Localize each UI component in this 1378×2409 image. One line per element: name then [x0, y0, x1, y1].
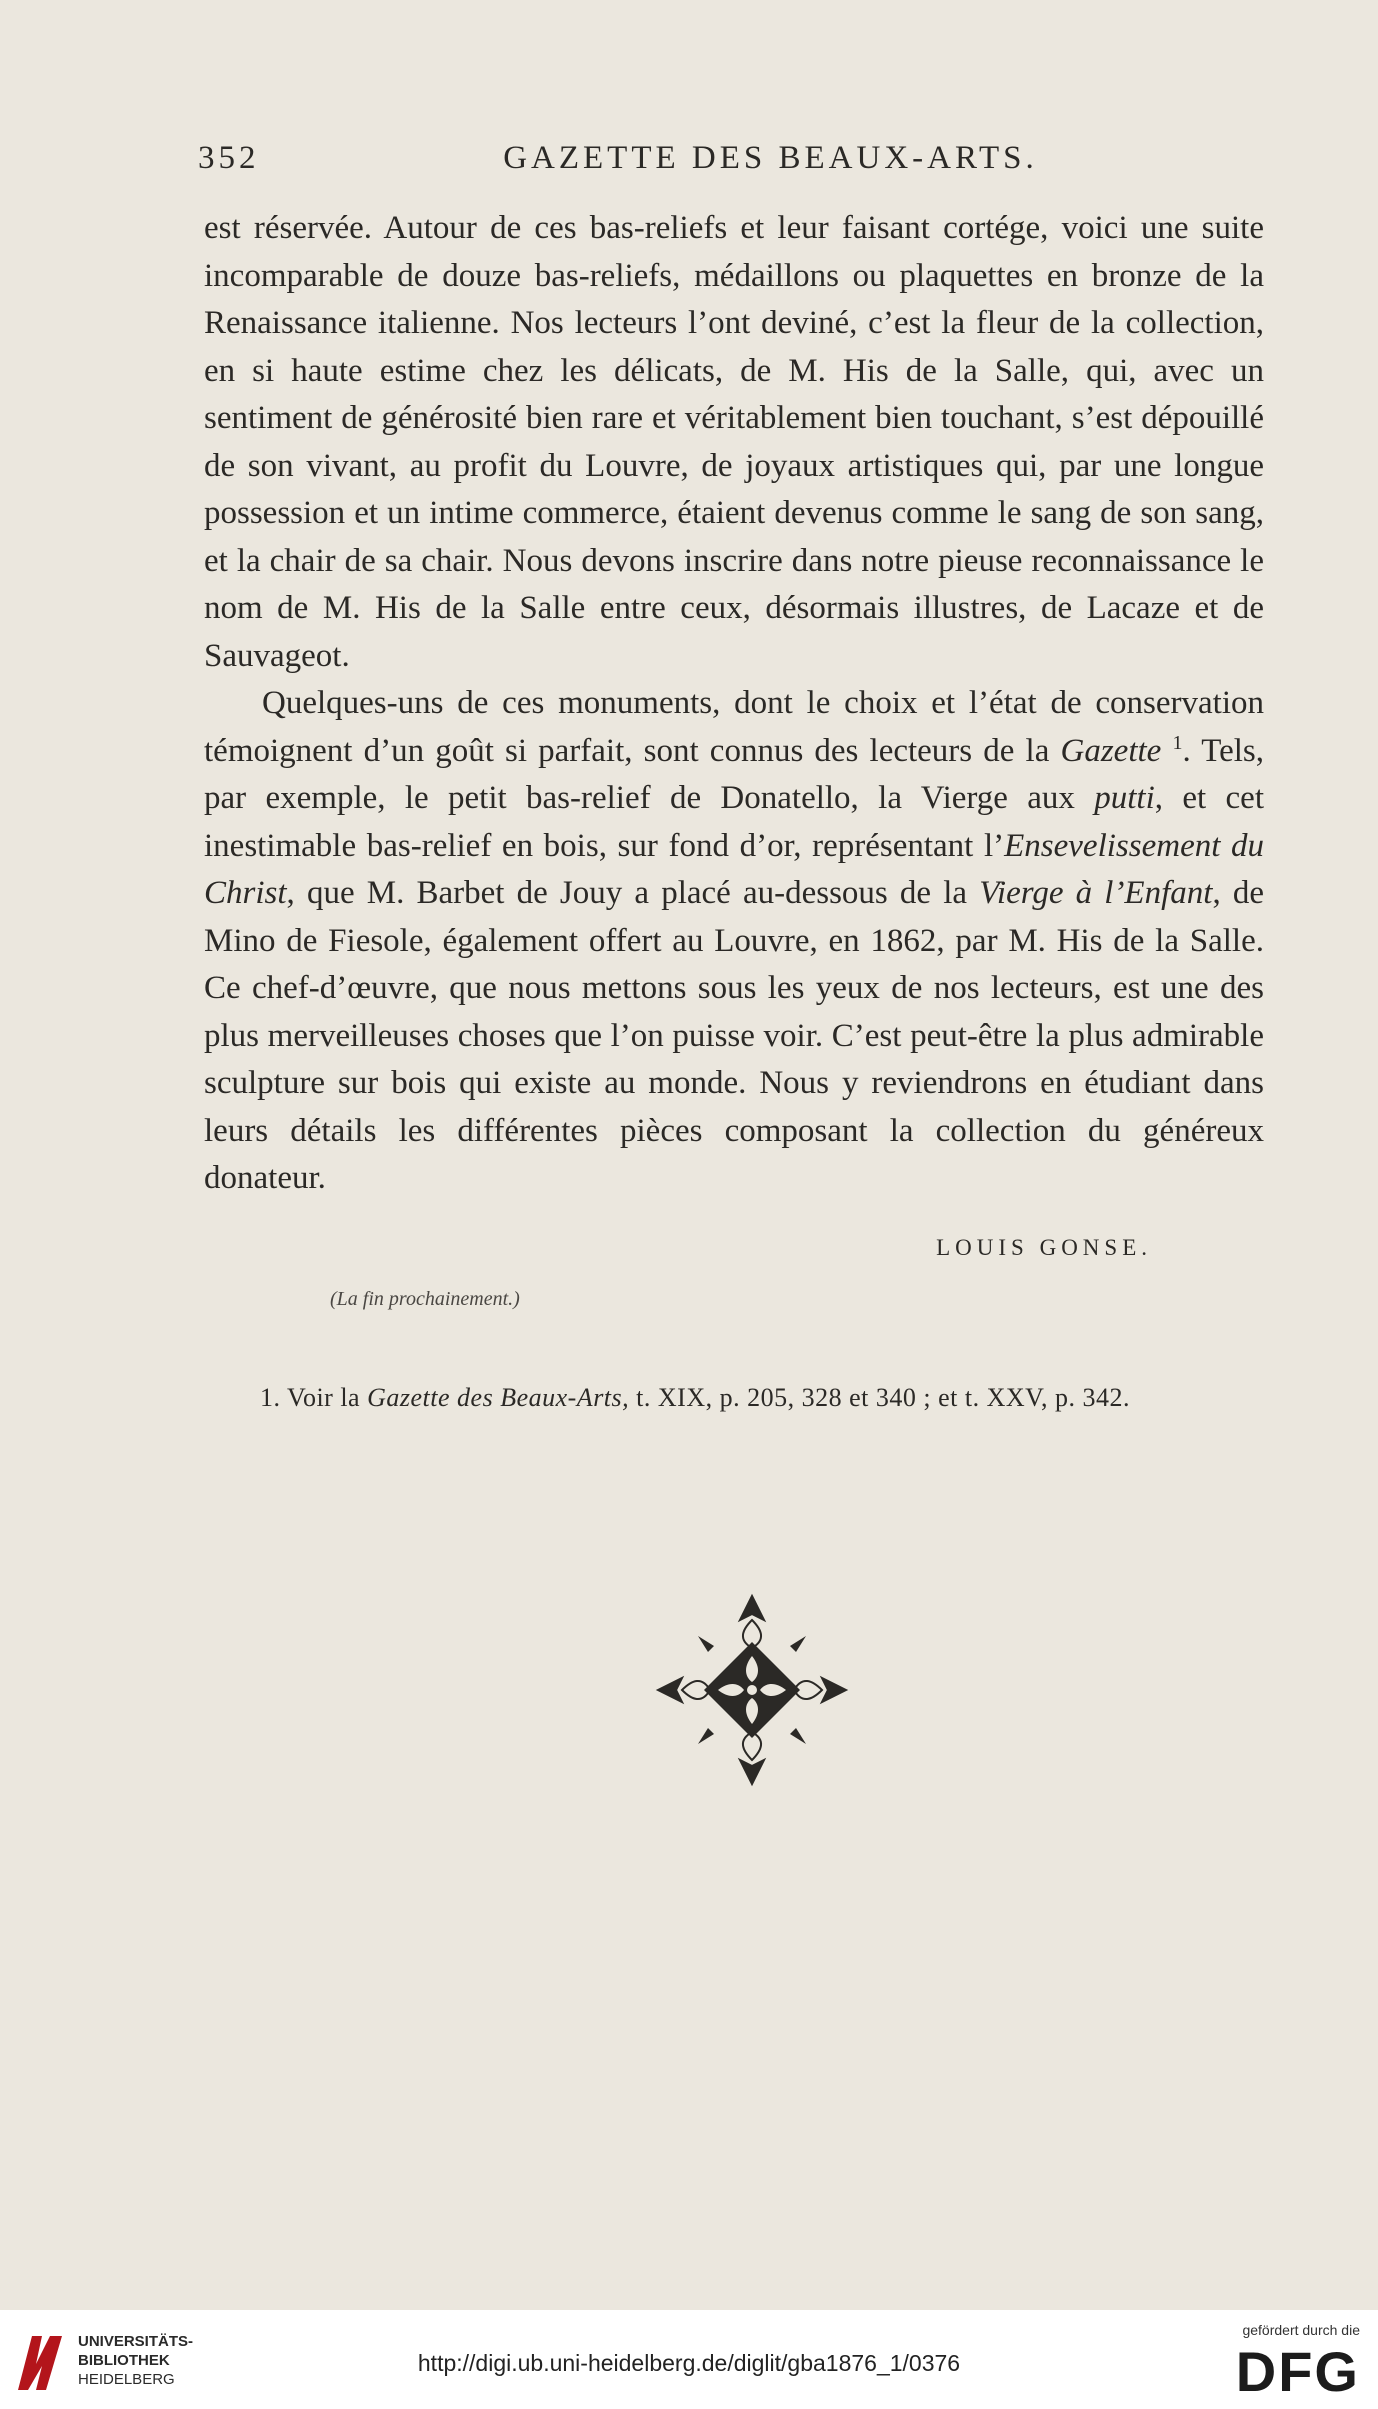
footnote-title: Gazette des Beaux-Arts,	[367, 1383, 630, 1412]
library-name-line-1: UNIVERSITÄTS-	[78, 2333, 194, 2350]
article-body	[204, 205, 1264, 1203]
dfg-logo: DFG	[1235, 2340, 1360, 2403]
p2-text-d: , que M. Barbet de Jouy a placé au-dessous de la	[286, 875, 980, 911]
running-head	[198, 140, 1283, 190]
library-name-line-3: HEIDELBERG	[78, 2371, 175, 2388]
vierge-italic: Vierge à l’Enfant	[979, 875, 1213, 911]
paragraph-2	[204, 680, 1264, 1203]
footer-bar	[0, 2310, 1378, 2409]
page-number: 352	[198, 140, 260, 176]
paragraph-1: est réservée. Autour de ces bas-reliefs et leur faisant cortége, voici une suite incomparable de douze bas-reliefs, médaillons ou plaquettes en bronze de la Renaissance italienne. Nos lecteurs l’ont deviné, c’est la fleur de la collection, en si haute estime chez les délicats, de M. His de la Salle, qui, avec un sentiment de générosité bien rare et véritablement bien touchant, s’est dépouillé de son vivant, au profit du Louvre, de joyaux artistiques qui, par une longue possession et un intime commerce, étaient devenus comme le sang de son sang, et la chair de sa chair. Nous devons inscrire dans notre pieuse reconnaissance le nom de M. His de la Salle entre ceux, désormais illustres, de Lacaze et de Sauvageot.	[204, 210, 1264, 674]
p2-text-a: Quelques-uns de ces monuments, dont le choix et l’état de conservation témoignent d’un goût si parfait, sont connus des lecteurs de la	[204, 685, 1264, 769]
journal-title: GAZETTE DES BEAUX-ARTS.	[503, 140, 1038, 176]
putti-italic: putti	[1094, 780, 1155, 816]
continuation-note: (La fin prochainement.)	[330, 1288, 520, 1310]
p2-text-b: . Tels, par exemple, le petit bas-relief de Donatello, la Vierge aux	[204, 732, 1264, 816]
footnote-prefix: Voir la	[287, 1383, 368, 1412]
footnote	[260, 1383, 1290, 1413]
p2-text-c: , et cet inestimable bas-relief en bois, sur fond d’or, représentant l’	[204, 780, 1264, 864]
gazette-italic: Gazette	[1060, 732, 1162, 769]
p2-text-e: , de Mino de Fiesole, également offert au Louvre, en 1862, par M. His de la Salle. Ce chef-d’œuvre, que nous mettons sous les yeux de nos lecteurs, est une des plus merveilleuses choses que l’on puisse voir. C’est peut-être la plus admirable sculpture sur bois qui existe au monde. Nous y reviendrons en étudiant dans leurs détails les différentes pièces composant la collection du généreux donateur.	[204, 875, 1264, 1196]
ensevelissement-italic: Ensevelissement du Christ	[204, 827, 1264, 911]
footnote-number: 1.	[260, 1383, 281, 1412]
diamond-fleuron-ornament-icon	[652, 1590, 852, 1790]
funding-note: gefördert durch die	[1242, 2322, 1360, 2338]
library-name-line-2: BIBLIOTHEK	[78, 2352, 170, 2369]
permalink-url[interactable]: http://digi.ub.uni-heidelberg.de/diglit/gba1876_1/0376	[417, 2350, 961, 2376]
footnote-reference[interactable]: 1	[1172, 731, 1183, 754]
author-signature: LOUIS GONSE.	[936, 1235, 1152, 1260]
footnote-refs: t. XIX, p. 205, 328 et 340 ; et t. XXV, p. 342.	[629, 1383, 1131, 1412]
